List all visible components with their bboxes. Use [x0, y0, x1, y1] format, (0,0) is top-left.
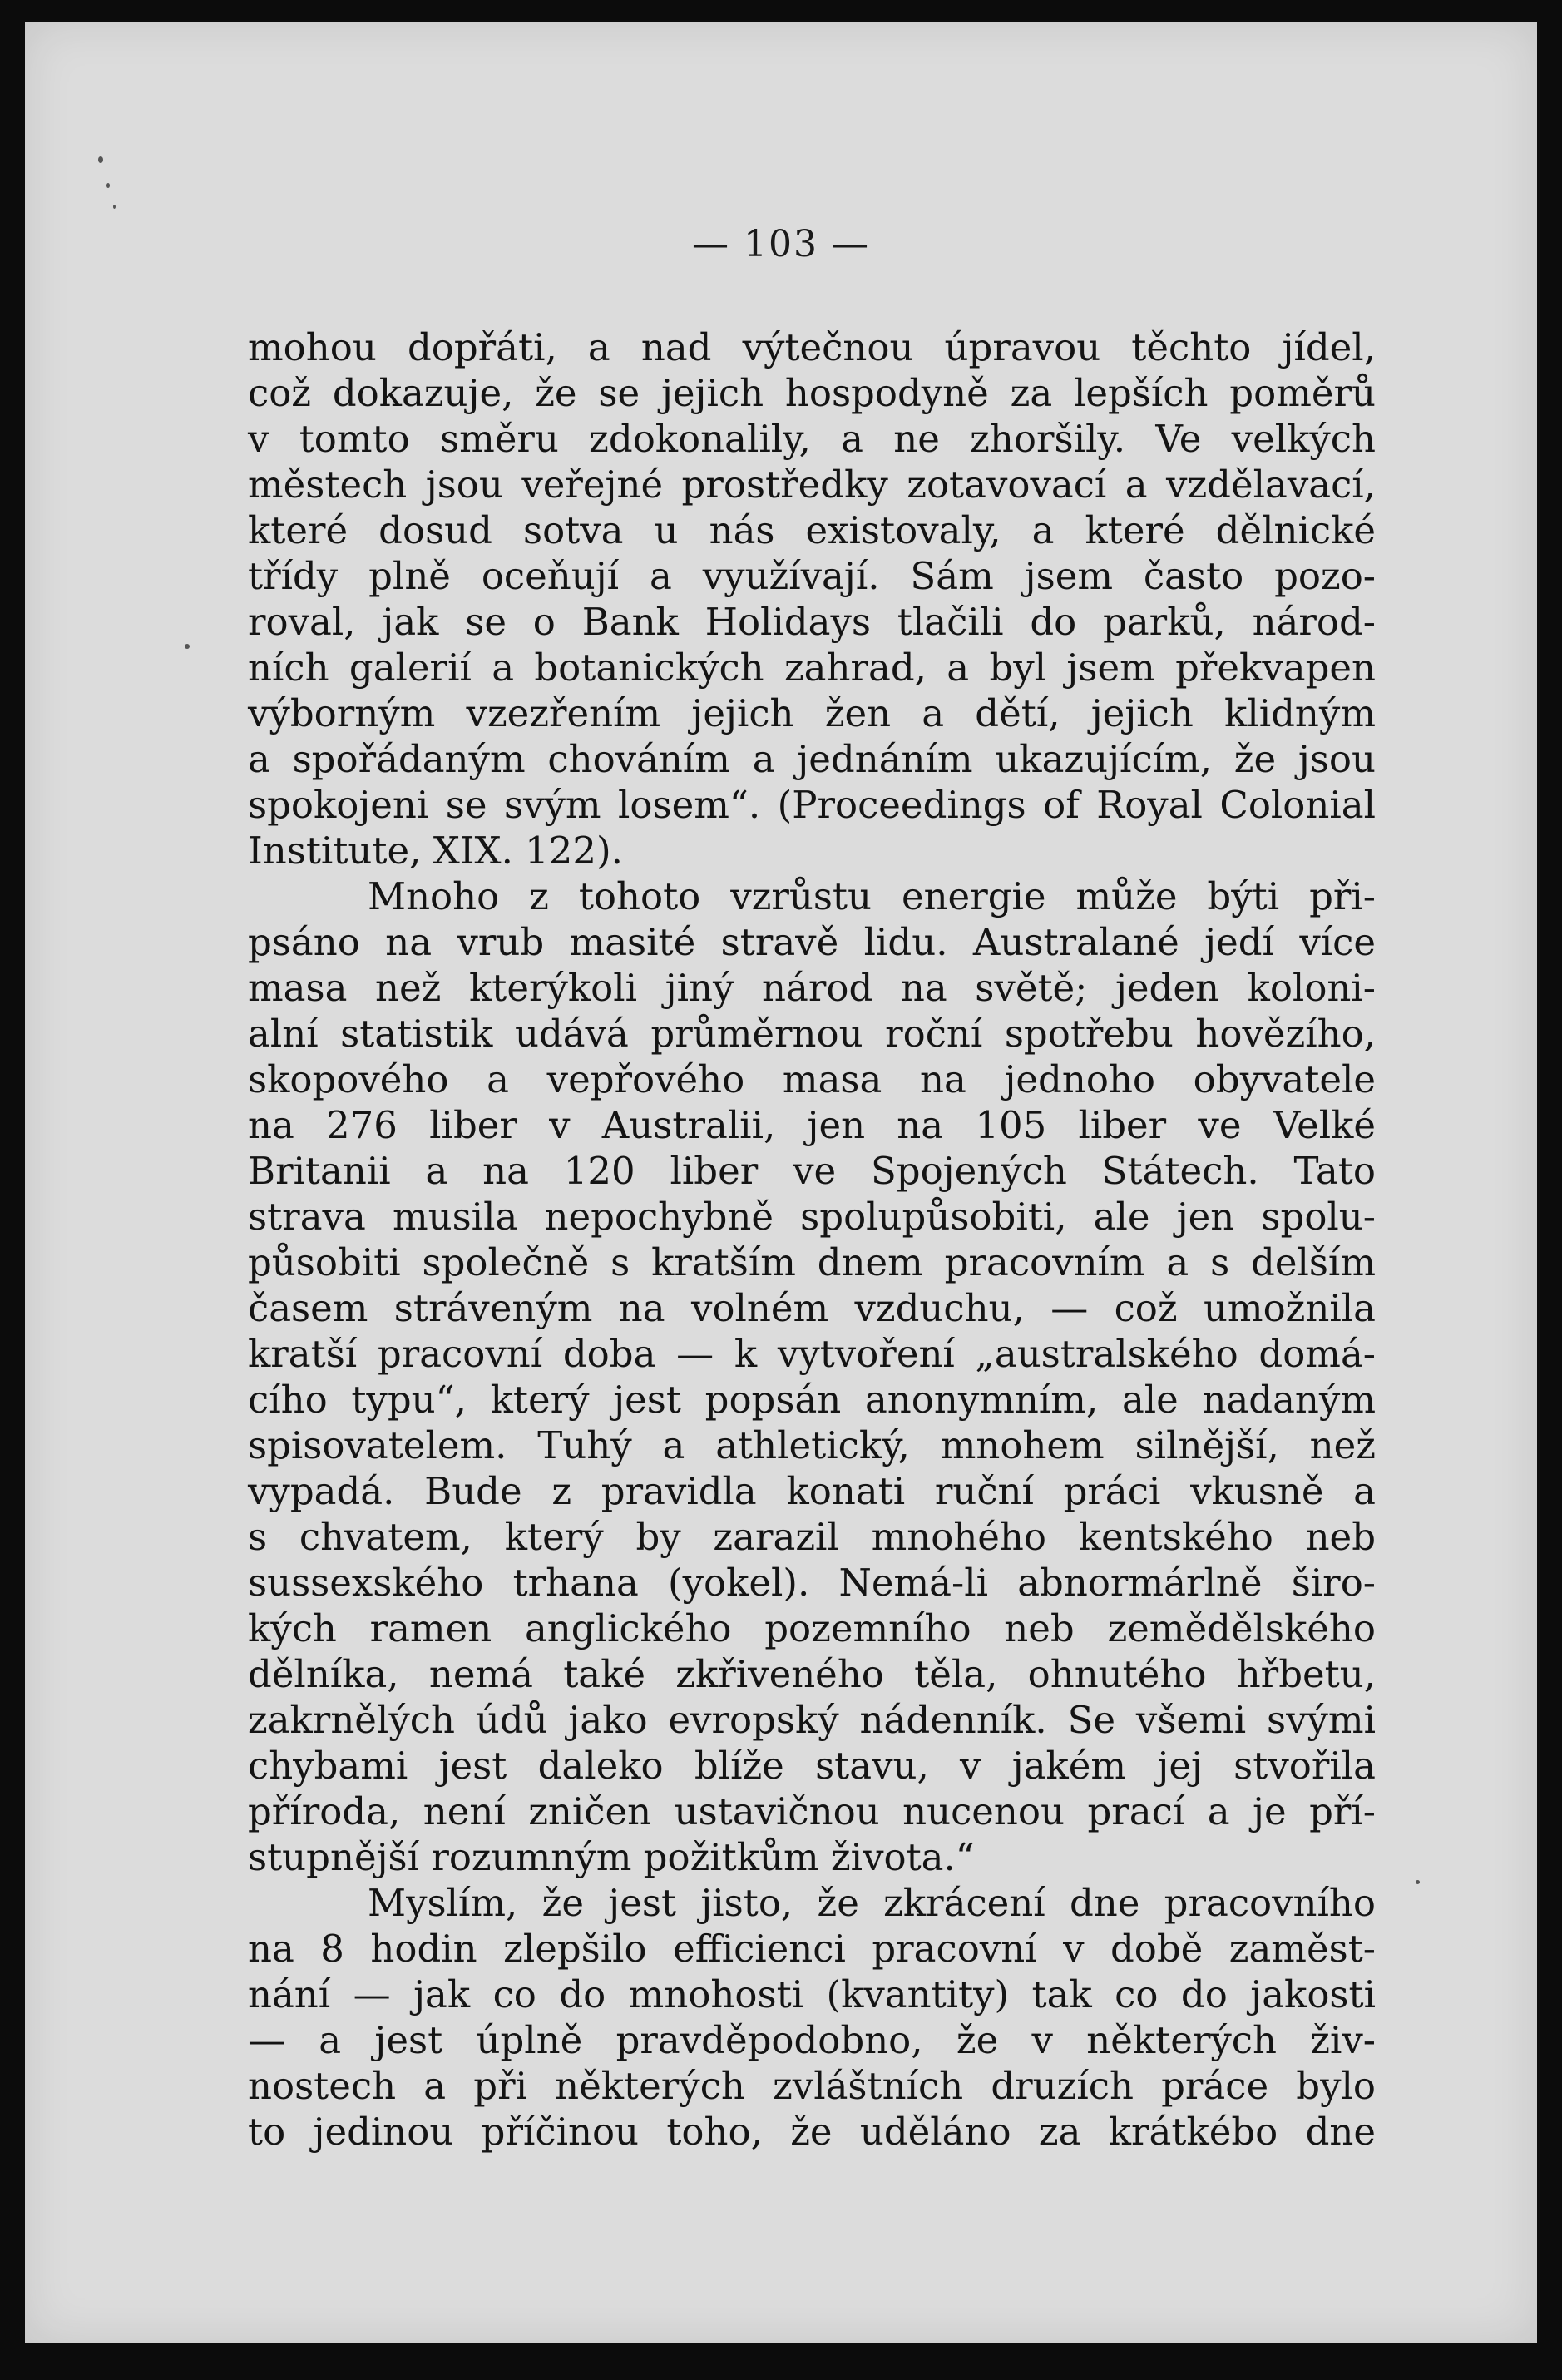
text-line: vypadá. Bude z pravidla konati ruční práci vkusně a [248, 1469, 1376, 1513]
text-line: masa než kterýkoli jiný národ na světě; jeden koloni- [248, 966, 1376, 1010]
text-line: výborným vzezřením jejich žen a dětí, jejich klidným [248, 691, 1376, 735]
text-line: stupnější rozumným požitkům života.“ [248, 1835, 975, 1879]
text-line: v tomto směru zdokonalily, a ne zhoršily. Ve velkých [248, 417, 1376, 461]
text-line: což dokazuje, že se jejich hospodyně za lepších poměrů [248, 371, 1376, 415]
text-line: roval, jak se o Bank Holidays tlačili do parků, národ- [248, 600, 1376, 644]
body-text [248, 324, 1376, 2155]
text-line: na 8 hodin zlepšilo efficienci pracovní v době zaměst- [248, 1927, 1376, 1971]
text-line: Institute, XIX. 122). [248, 829, 623, 873]
text-line: Myslím, že jest jisto, že zkrácení dne pracovního [368, 1881, 1376, 1925]
text-line: skopového a vepřového masa na jednoho obyvatele [248, 1057, 1376, 1101]
text-line: Britanii a na 120 liber ve Spojených Státech. Tato [248, 1149, 1376, 1193]
text-line: psáno na vrub masité stravě lidu. Australané jedí více [248, 920, 1376, 964]
text-line: třídy plně oceňují a využívají. Sám jsem často pozo- [248, 554, 1376, 598]
text-line: — a jest úplně pravděpodobno, že v některých živ- [248, 2018, 1376, 2062]
text-line: chybami jest daleko blíže stavu, v jakém jej stvořila [248, 1744, 1376, 1788]
text-line: zakrnělých údů jako evropský nádenník. Se všemi svými [248, 1698, 1376, 1742]
text-line: alní statistik udává průměrnou roční spotřebu hovězího, [248, 1012, 1376, 1056]
text-line: ních galerií a botanických zahrad, a byl jsem překvapen [248, 646, 1376, 690]
text-line: kých ramen anglického pozemního neb zemědělského [248, 1606, 1376, 1650]
text-line: městech jsou veřejné prostředky zotavovací a vzdělavací, [248, 463, 1376, 507]
text-line: na 276 liber v Australii, jen na 105 liber ve Velké [248, 1103, 1376, 1147]
text-line: sussexského trhana (yokel). Nemá-li abnormárlně širo- [248, 1561, 1376, 1605]
text-line: s chvatem, který by zarazil mnohého kentského neb [248, 1515, 1376, 1559]
page-number: — 103 — [692, 223, 870, 265]
text-line: nání — jak co do mnohosti (kvantity) tak co do jakosti [248, 1972, 1376, 2016]
text-line: příroda, není zničen ustavičnou nucenou prací a je pří- [248, 1789, 1376, 1833]
text-line: které dosud sotva u nás existovaly, a které dělnické [248, 508, 1376, 552]
text-line: spokojeni se svým losem“. (Proceedings of Royal Colonial [248, 783, 1376, 827]
text-line: mohou dopřáti, a nad výtečnou úpravou těchto jídel, [248, 325, 1376, 369]
text-line: Mnoho z tohoto vzrůstu energie může býti při- [368, 874, 1376, 918]
text-line: dělníka, nemá také zkřiveného těla, ohnutého hřbetu, [248, 1652, 1376, 1696]
text-line: časem stráveným na volném vzduchu, — což umožnila [248, 1286, 1376, 1330]
text-line: působiti společně s kratším dnem pracovním a s delším [248, 1240, 1376, 1284]
text-line: a spořádaným chováním a jednáním ukazujícím, že jsou [248, 737, 1376, 781]
text-line: cího typu“, který jest popsán anonymním, ale nadaným [248, 1378, 1376, 1422]
text-line: strava musila nepochybně spolupůsobiti, ale jen spolu- [248, 1195, 1376, 1239]
text-line: to jedinou příčinou toho, že uděláno za krátkébo dne [248, 2110, 1376, 2154]
text-line: kratší pracovní doba — k vytvoření „australského domá- [248, 1332, 1376, 1376]
text-line: spisovatelem. Tuhý a athletický, mnohem silnější, než [248, 1423, 1376, 1467]
text-line: nostech a při některých zvláštních druzích práce bylo [248, 2064, 1376, 2108]
specks [98, 156, 103, 163]
